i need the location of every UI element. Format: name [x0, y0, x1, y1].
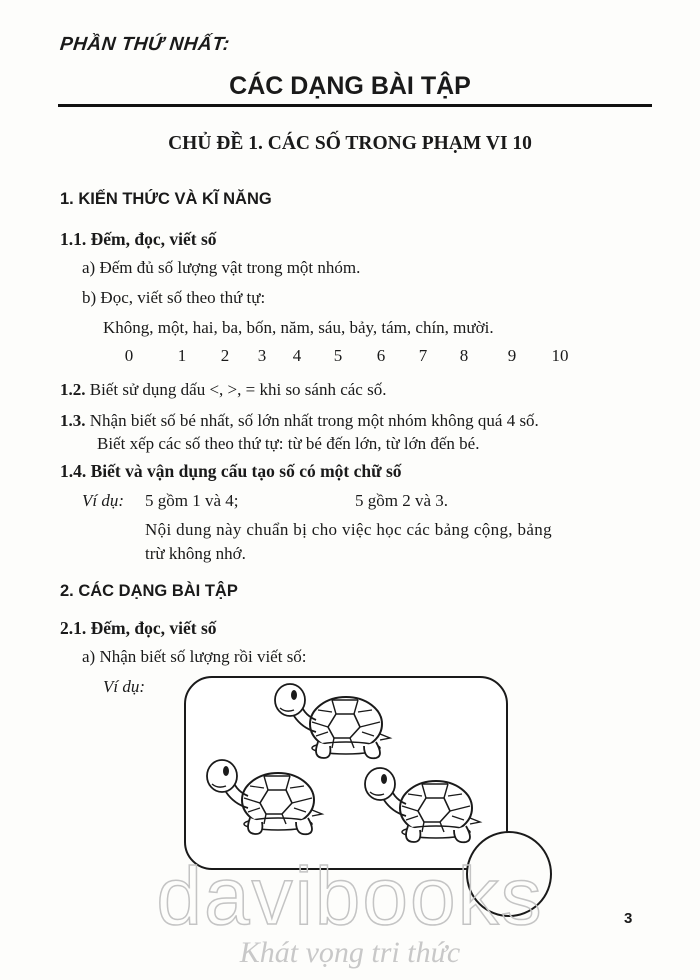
- part-label: PHẦN THỨ NHẤT:: [58, 34, 231, 55]
- page-number: 3: [624, 910, 633, 927]
- digit: 4: [292, 346, 302, 365]
- s2-1-title: 2.1. Đếm, đọc, viết số: [60, 618, 217, 638]
- digit: 8: [459, 346, 469, 365]
- s1-2-number: 1.2.: [60, 380, 86, 399]
- s1-4-example1: 5 gồm 1 và 4;: [145, 491, 239, 510]
- digit: 2: [220, 346, 230, 365]
- s1-4-title: 1.4. Biết và vận dụng cấu tạo số có một chữ số: [60, 461, 402, 481]
- s1-1-item-b: b) Đọc, viết số theo thứ tự:: [82, 288, 266, 307]
- topic-title: CHỦ ĐỀ 1. CÁC SỐ TRONG PHẠM VI 10: [168, 133, 532, 154]
- turtle-icon: [365, 768, 480, 842]
- digit: 10: [551, 346, 569, 365]
- s2-1-example-label: Ví dụ:: [103, 677, 146, 696]
- digit: 1: [177, 346, 187, 365]
- digit: 0: [124, 346, 134, 365]
- s1-3-number: 1.3.: [60, 411, 86, 430]
- digit: 5: [333, 346, 343, 365]
- digit: 9: [507, 346, 517, 365]
- watermark-brand: davibooks: [156, 851, 544, 942]
- s1-3-line2: Biết xếp các số theo thứ tự: từ bé đến lớn, từ lớn đến bé.: [97, 434, 480, 453]
- s2-1-item-a: a) Nhận biết số lượng rồi viết số:: [82, 647, 307, 666]
- s1-3-text1: Nhận biết số bé nhất, số lớn nhất trong một nhóm không quá 4 số.: [89, 411, 539, 430]
- s1-4-note2: trừ không nhớ.: [145, 544, 246, 563]
- s1-1-item-a: a) Đếm đủ số lượng vật trong một nhóm.: [82, 258, 361, 277]
- s1-1-title: 1.1. Đếm, đọc, viết số: [60, 229, 217, 249]
- turtle-icon: [275, 684, 390, 758]
- digit: 6: [376, 346, 386, 365]
- watermark-slogan: Khát vọng tri thức: [239, 936, 461, 969]
- digit: 3: [257, 346, 267, 365]
- s1-4-example-label: Ví dụ:: [82, 491, 125, 510]
- s1-2-text: Biết sử dụng dấu <, >, = khi so sánh các số.: [89, 380, 387, 399]
- s1-4-note1: Nội dung này chuẩn bị cho việc học các bảng cộng, bảng: [145, 520, 552, 539]
- number-words: Không, một, hai, ba, bốn, năm, sáu, bảy, tám, chín, mười.: [103, 318, 494, 337]
- s1-4-example2: 5 gồm 2 và 3.: [355, 491, 449, 510]
- main-title: CÁC DẠNG BÀI TẬP: [229, 72, 471, 100]
- section1-heading: 1. KIẾN THỨC VÀ KĨ NĂNG: [60, 190, 272, 208]
- digit: 7: [418, 346, 428, 365]
- turtle-icon: [207, 760, 322, 834]
- section2-heading: 2. CÁC DẠNG BÀI TẬP: [60, 582, 238, 600]
